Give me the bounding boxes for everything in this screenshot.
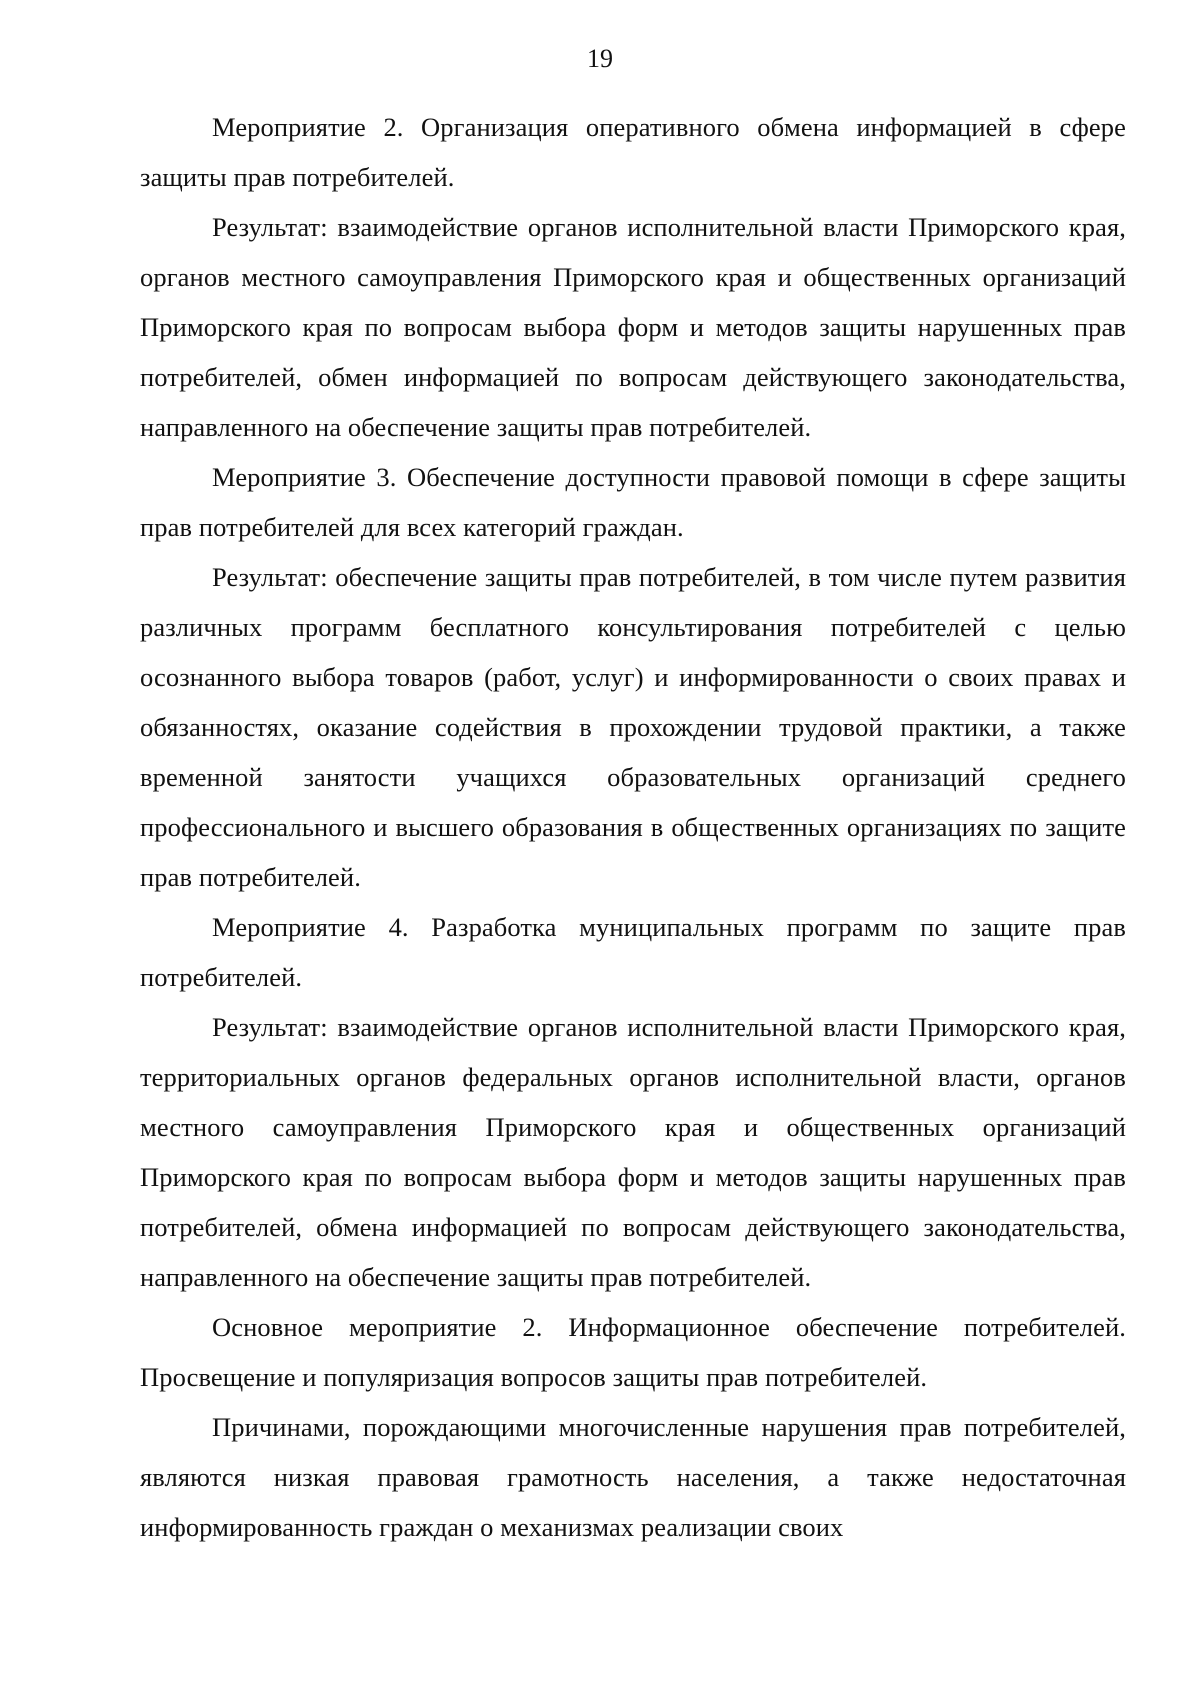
paragraph-main-measure-2: Основное мероприятие 2. Информационное обеспечение потребителей. Просвещение и популяризация вопросов защиты прав потребителей. — [140, 1312, 1126, 1392]
page-number: 19 — [587, 44, 613, 73]
paragraph-measure-2: Мероприятие 2. Организация оперативного обмена информацией в сфере защиты прав потребителей. — [140, 112, 1126, 192]
paragraph-result-3: Результат: обеспечение защиты прав потребителей, в том числе путем развития различных программ бесплатного консультирования потребителей с целью осознанного выбора товаров (работ, услуг) и информированности о своих правах и обязанностях, оказание содействия в прохождении трудовой практики, а также временной занятости учащихся образовательных организаций среднего профессионального и высшего образования в общественных организациях по защите прав потребителей. — [140, 562, 1126, 892]
paragraph-measure-3: Мероприятие 3. Обеспечение доступности правовой помощи в сфере защиты прав потребителей для всех категорий граждан. — [140, 462, 1126, 542]
paragraph-reasons: Причинами, порождающими многочисленные нарушения прав потребителей, являются низкая правовая грамотность населения, а также недостаточная информированность граждан о механизмах реализации своих — [140, 1412, 1126, 1542]
paragraph-measure-4: Мероприятие 4. Разработка муниципальных программ по защите прав потребителей. — [140, 912, 1126, 992]
paragraph-result-2: Результат: взаимодействие органов исполнительной власти Приморского края, органов местного самоуправления Приморского края и общественных организаций Приморского края по вопросам выбора форм и методов защиты нарушенных прав потребителей, обмен информацией по вопросам действующего законодательства, направленного на обеспечение защиты прав потребителей. — [140, 212, 1126, 442]
paragraph-result-4: Результат: взаимодействие органов исполнительной власти Приморского края, территориальных органов федеральных органов исполнительной власти, органов местного самоуправления Приморского края и общественных организаций Приморского края по вопросам выбора форм и методов защиты нарушенных прав потребителей, обмена информацией по вопросам действующего законодательства, направленного на обеспечение защиты прав потребителей. — [140, 1012, 1126, 1292]
document-body — [140, 102, 1126, 1552]
